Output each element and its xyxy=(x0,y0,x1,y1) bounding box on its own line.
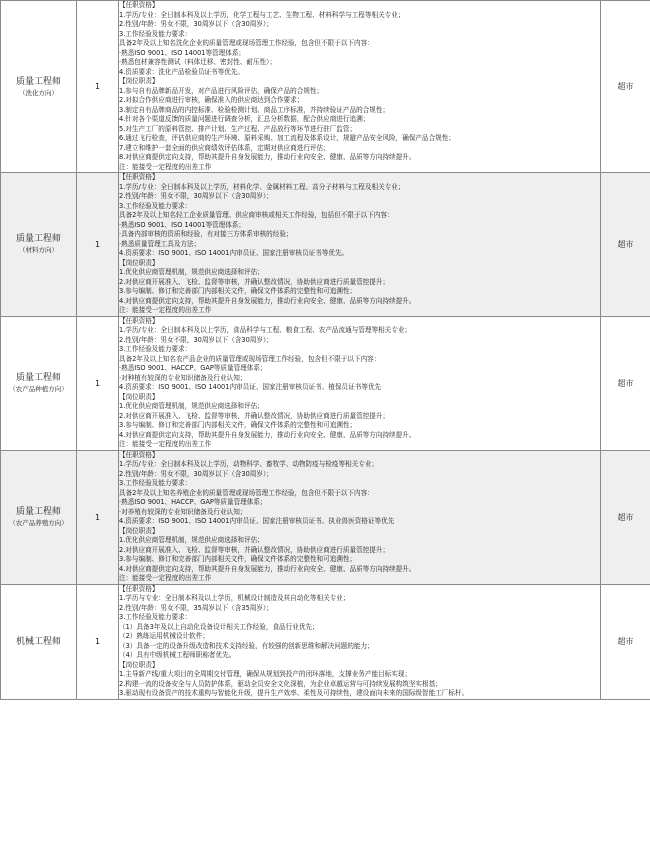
requirement-line: 1.学历/专业：全日制本科及以上学历，化学工程与工艺、生物工程、材料科学与工程等相关专业； xyxy=(119,10,405,19)
requirement-line: 注：能接受一定程度的出差工作 xyxy=(119,440,212,448)
location-cell: 超市 xyxy=(601,450,650,584)
requirement-line: 3.参与编制、修订和完善部门内部相关文件，确保文件体系的完整性和可追溯性； xyxy=(119,555,357,563)
requirement-line: 3.制定自有品牌商品的内控标准、检验检测计划、商品工序标准，并持续验证产品的合规性； xyxy=(119,105,390,114)
position-cell xyxy=(1,584,77,699)
requirement-line: 2.对供应商开展准入、飞检、监督等审核，并确认整改情况，协助供应商进行质量管控提升； xyxy=(119,411,390,420)
requirement-line: 1.优化供应商管理机制，规范供应商选择和评估； xyxy=(119,268,264,276)
requirements-cell xyxy=(119,1,601,173)
requirement-line: 具备2年及以上知名洗化企业的质量管理或现场管理工作经验，包含但不限于以下内容： xyxy=(119,39,374,47)
requirement-line: 注：能接受一定程度的出差工作 xyxy=(119,574,212,582)
requirement-line: 2.对拟合作供应商进行审核，确保准入的供应商达到合作要求； xyxy=(119,96,304,104)
requirement-line: 3.参与编制、修订和完善部门内部相关文件，确保文件体系的完整性和可追溯性； xyxy=(119,421,357,429)
requirement-line: 1.优化供应商管理机制，规范供应商选择和评估； xyxy=(119,536,264,544)
requirement-line: 8.对供应商提供定向支持，帮助其提升自身发展能力，推动行业向安全、健康、品质等方向持续提升。 xyxy=(119,153,416,161)
requirements-cell xyxy=(119,450,601,584)
requirement-line: ·熟悉包材兼容性测试（料体迁移、密封性、耐压性）； xyxy=(119,58,277,66)
location-cell: 超市 xyxy=(601,173,650,317)
requirement-line: 3.工作经验及能力要求： xyxy=(119,479,192,487)
requirement-line: 1.学历/专业：全日制本科及以上学历，食品科学与工程、粮食工程、农产品流通与管理等相关专业； xyxy=(119,326,412,334)
position-direction: （农产品养殖方向） xyxy=(9,519,68,527)
position-direction: （洗化方向） xyxy=(19,88,58,97)
requirement-line: （1）具备3年及以上自动化设备设计相关工作经验，食品行业优先； xyxy=(119,622,319,631)
requirements-cell xyxy=(119,584,601,699)
position-cell xyxy=(1,173,77,317)
requirements-cell xyxy=(119,173,601,317)
position-title: 质量工程师 xyxy=(15,76,61,87)
requirement-line: 4.针对各个渠道反馈的质量问题进行调查分析，汇总分析数据，配合供应商进行追溯； xyxy=(119,115,370,123)
headcount-cell: 1 xyxy=(77,450,119,584)
table-row xyxy=(1,450,650,584)
requirement-line: 1.学历/专业：全日制本科及以上学历，动物科学、畜牧学、动物防疫与检疫等相关专业； xyxy=(119,460,379,468)
requirement-line: 2.性别/年龄：男女不限，30周岁以下（含30周岁）； xyxy=(119,20,273,28)
requirement-line: 4.资质要求：洗化产品检验员证书等优先。 xyxy=(119,67,244,76)
requirement-line: 【岗位职责】 xyxy=(119,392,159,401)
requirement-line: 6.通过飞行检查，评估供应商的生产环境、原料采购、加工流程及体系设计，规避产品安全风险，确保产品合规性； xyxy=(119,134,455,142)
requirement-line: 【岗位职责】 xyxy=(119,77,159,85)
position-direction: （材料方向） xyxy=(19,246,58,255)
requirement-line: 2.对供应商开展准入、飞检、监督等审核，并确认整改情况，协助供应商进行质量管控提升； xyxy=(119,277,390,286)
requirement-line: 注：能接受一定程度的出差工作 xyxy=(119,306,212,314)
headcount-cell: 1 xyxy=(77,1,119,173)
requirement-line: 【任职资格】 xyxy=(119,1,159,9)
table-row xyxy=(1,584,650,699)
headcount-cell: 1 xyxy=(77,316,119,450)
location-cell: 超市 xyxy=(601,1,650,173)
requirements-cell xyxy=(119,316,601,450)
requirement-line: 2.对供应商开展准入、飞检、监督等审核，并确认整改情况，协助供应商进行质量管控提升； xyxy=(119,545,390,554)
requirement-line: ·对种植有较深的专业知识储备及行业认知； xyxy=(119,373,247,382)
requirement-line: ·熟悉ISO 9001、HACCP、GAP等质量管理体系； xyxy=(119,498,267,506)
requirement-line: 【岗位职责】 xyxy=(119,526,159,535)
requirement-line: 4.资质要求：ISO 9001、ISO 14001内审员证、国家注册审核员证书、执业兽医资格证等优先 xyxy=(119,517,395,525)
requirement-line: 2.性别/年龄：男女不限，35周岁以下（含35周岁）； xyxy=(119,603,273,612)
requirement-line: 【任职资格】 xyxy=(119,584,159,593)
position-cell xyxy=(1,1,77,173)
headcount-cell: 1 xyxy=(77,584,119,699)
requirement-line: 1.主导新产线/重大项目的全周期交付管理，确保从规划到投产的闭环落地，支撑业务产能目标实现； xyxy=(119,670,412,678)
requirement-line: 4.对供应商提供定向支持，帮助其提升自身发展能力，推动行业向安全、健康、品质等方向持续提升。 xyxy=(119,296,416,305)
requirement-line: 【任职资格】 xyxy=(119,173,159,181)
position-title: 质量工程师 xyxy=(15,507,61,517)
requirement-line: （2）熟练运用机械设计软件； xyxy=(119,632,209,640)
requirement-line: 具备2年及以上知名养殖企业的质量管理或现场管理工作经验，包含但不限于以下内容： xyxy=(119,488,374,497)
table-row xyxy=(1,173,650,317)
requirement-line: 3.工作经验及能力要求： xyxy=(119,201,192,210)
requirement-line: 具备2年及以上知名轻工企业质量管理、供应商审核或相关工作经验，包括但不限于以下内容： xyxy=(119,211,394,219)
requirement-line: 注：能接受一定程度的出差工作 xyxy=(119,162,212,171)
requirement-line: 4.资质要求：ISO 9001、ISO 14001内审员证、国家注册审核员证书、植保员证书等优先 xyxy=(119,383,382,391)
requirement-line: ·熟悉ISO 9001、HACCP、GAP等质量管理体系； xyxy=(119,364,267,372)
job-table-body xyxy=(1,1,650,700)
requirement-line: 3.参与编制、修订和完善部门内部相关文件，确保文件体系的完整性和可追溯性； xyxy=(119,287,357,295)
table-row xyxy=(1,316,650,450)
requirement-line: ·熟悉ISO 9001、ISO 14001等管理体系； xyxy=(119,48,246,57)
requirement-line: 4.资质要求：ISO 9001、ISO 14001内审员证、国家注册审核员证书等优先。 xyxy=(119,249,349,257)
requirement-line: 1.参与自有品牌新品开发，对产品进行风险评估，确保产品的合规性； xyxy=(119,86,324,95)
requirement-line: 3.工作经验及能力要求： xyxy=(119,29,192,38)
requirement-line: 具备2年及以上知名农产品企业的质量管理或现场管理工作经验，包含但不限于以下内容： xyxy=(119,354,381,363)
requirement-line: 4.对供应商提供定向支持，帮助其提升自身发展能力，推动行业向安全、健康、品质等方向持续提升。 xyxy=(119,430,416,439)
requirement-line: 3.驱动现有设备资产的技术重构与智能化升级，提升生产效率、柔性及可持续性，建设面向未来的国际级智能工厂标杆。 xyxy=(119,689,469,697)
requirement-line: 3.工作经验及能力要求： xyxy=(119,345,192,353)
requirement-line: 2.性别/年龄：男女不限，30周岁以下（含30周岁）； xyxy=(119,335,273,344)
position-direction: （农产品种植方向） xyxy=(9,385,68,393)
requirement-line: 5.对生产工厂的原料管控、排产计划、生产过程、产品放行等环节进行驻厂监管； xyxy=(119,124,357,133)
requirement-line: 7.建立和维护一套全面的供应商绩效评估体系，定期对供应商进行评估； xyxy=(119,143,330,152)
headcount-cell: 1 xyxy=(77,173,119,317)
position-title: 质量工程师 xyxy=(15,373,61,383)
position-cell xyxy=(1,450,77,584)
requirement-line: ·具备内部审核的资质和经验，有对接三方体系审核的经验； xyxy=(119,230,293,238)
requirement-line: 1.学历/专业：全日制本科及以上学历，材料化学、金属材料工程、高分子材料与工程及相关专业； xyxy=(119,182,405,191)
requirement-line: 3.工作经验及能力要求： xyxy=(119,613,192,621)
requirement-line: 2.性别/年龄：男女不限，30周岁以下（含30周岁）； xyxy=(119,192,273,200)
position-title: 质量工程师 xyxy=(15,234,61,245)
requirement-line: 2.性别/年龄：男女不限，30周岁以下（含30周岁）； xyxy=(119,469,273,478)
requirement-line: 4.对供应商提供定向支持，帮助其提升自身发展能力，推动行业向安全、健康、品质等方向持续提升。 xyxy=(119,564,416,573)
requirement-line: 2.构建一流的设备安全与人员防护体系，驱动全员安全文化深植，为企业卓越运营与可持续发展构筑坚实根基； xyxy=(119,679,442,688)
location-cell: 超市 xyxy=(601,316,650,450)
requirement-line: ·对养殖有较深的专业知识储备及行业认知； xyxy=(119,507,247,516)
requirement-line: 【任职资格】 xyxy=(119,316,159,325)
location-cell: 超市 xyxy=(601,584,650,699)
table-row xyxy=(1,1,650,173)
requirement-line: 【岗位职责】 xyxy=(119,258,159,267)
requirement-line: ·熟悉ISO 9001、ISO 14001等管理体系； xyxy=(119,220,246,229)
requirement-line: 【任职资格】 xyxy=(119,450,159,459)
requirement-line: （4）具有中级机械工程师职称者优先。 xyxy=(119,651,236,659)
position-title: 机械工程师 xyxy=(15,636,61,647)
requirement-line: ·熟悉质量管理工具及方法； xyxy=(119,239,201,248)
requirement-line: 1.学历与专业：全日制本科及以上学历，机械设计制造及其自动化等相关专业； xyxy=(119,594,350,602)
requirement-line: （3）具备一定的设备升级改造和技术支持经验，有较强的创新思维和解决问题的能力； xyxy=(119,641,374,650)
requirement-line: 【岗位职责】 xyxy=(119,660,159,669)
position-cell xyxy=(1,316,77,450)
requirement-line: 1.优化供应商管理机制，规范供应商选择和评估； xyxy=(119,402,264,410)
